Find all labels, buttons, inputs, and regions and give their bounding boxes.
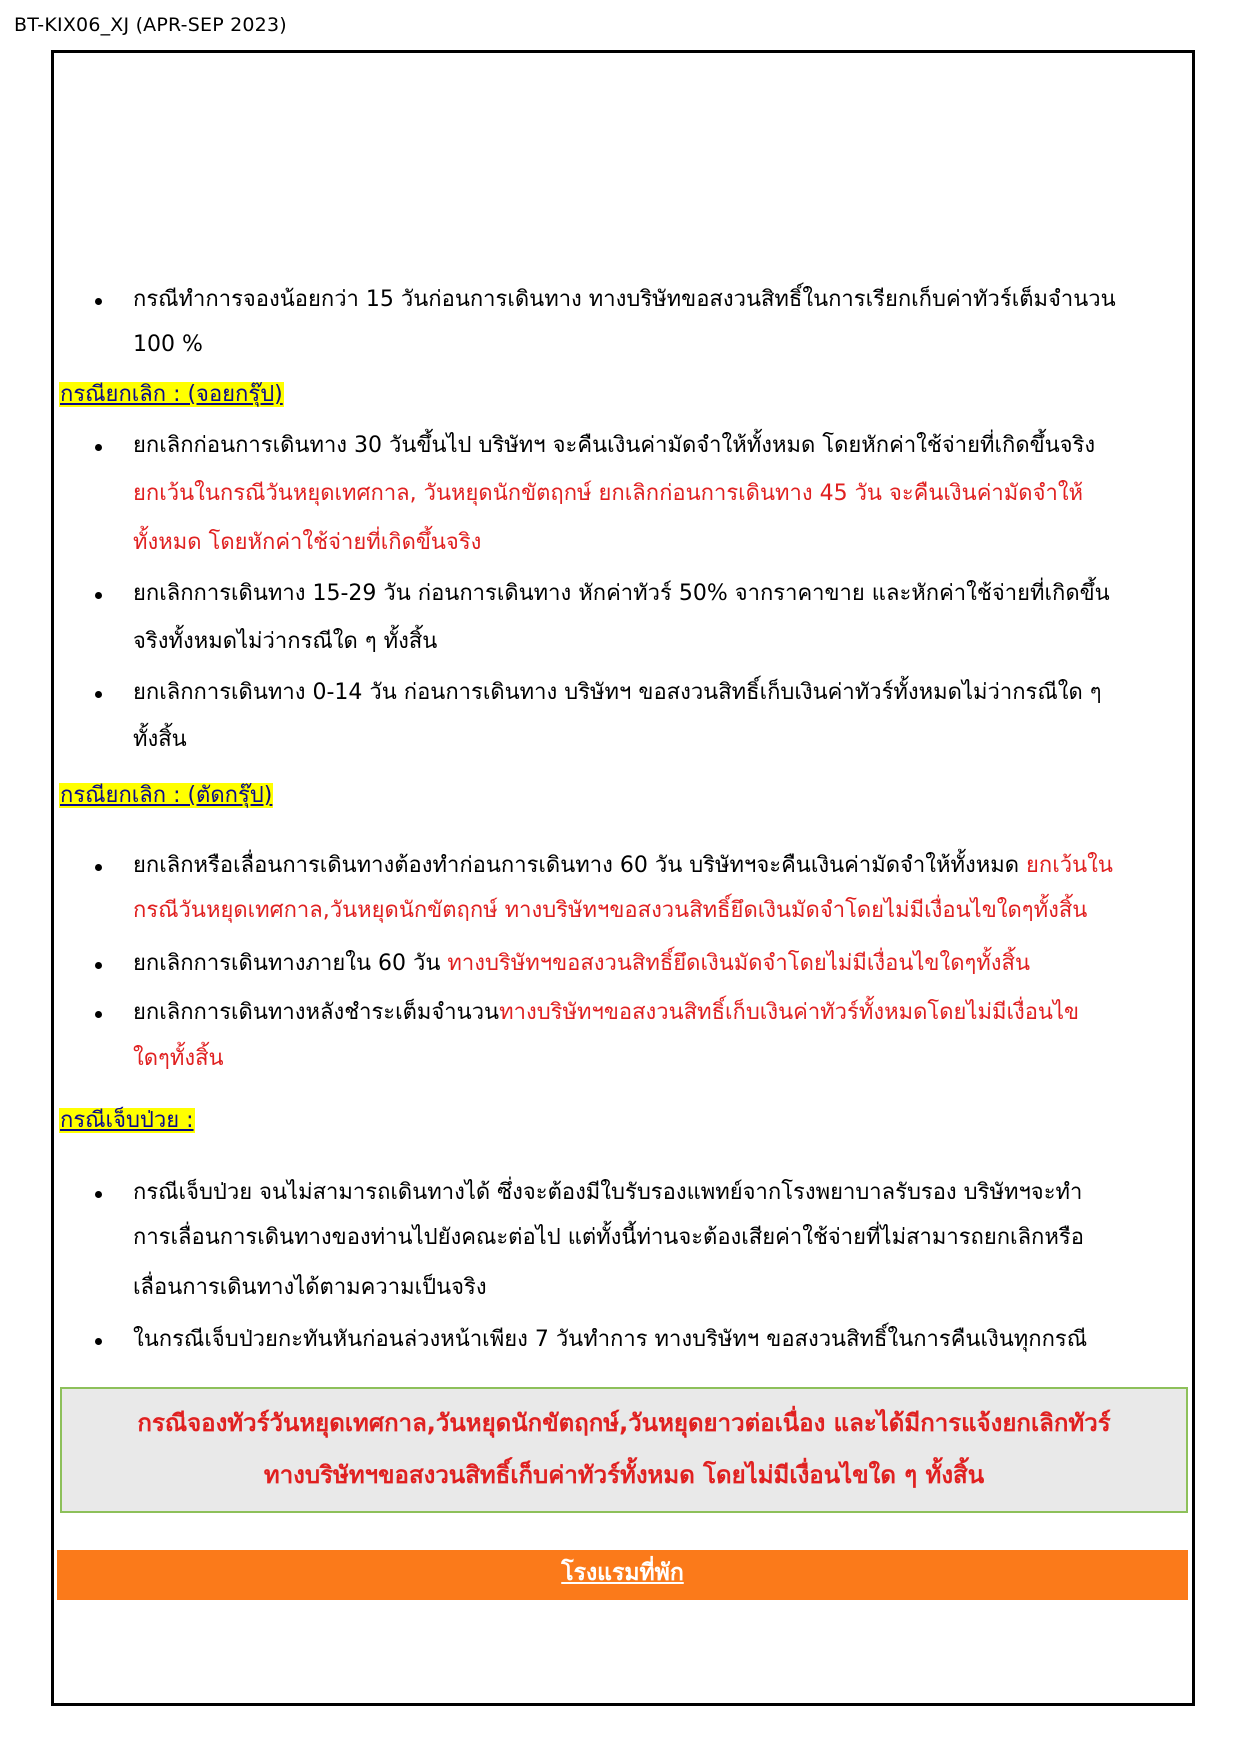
- join-group-item-1-line-3: ทั้งหมด โดยหักค่าใช้จ่ายที่เกิดขึ้นจริง: [133, 530, 482, 555]
- document-code: BT-KIX06_XJ (APR-SEP 2023): [14, 14, 287, 36]
- sickness-item-2: [0, 1316, 1241, 1366]
- join-group-item-3: [0, 669, 1241, 719]
- bullet-icon: [95, 691, 102, 698]
- join-group-item-3-line-2: ทั้งสิ้น: [133, 727, 187, 752]
- join-group-item-2: [0, 570, 1241, 620]
- join-group-item-2-line-2: จริงทั้งหมดไม่ว่ากรณีใด ๆ ทั้งสิ้น: [133, 629, 438, 654]
- bullet-icon: [95, 1338, 102, 1345]
- booking-rule-item: [0, 276, 1241, 326]
- private-group-item-1-line-1: [133, 848, 1113, 884]
- holiday-notice-line-2: ทางบริษัทฯขอสงวนสิทธิ์เก็บค่าทัวร์ทั้งหมด โดยไม่มีเงื่อนไขใด ๆ ทั้งสิ้น: [263, 1461, 985, 1489]
- bullet-icon: [95, 298, 102, 305]
- bullet-icon: [95, 962, 102, 969]
- private-group-item-2-red: ทางบริษัทฯขอสงวนสิทธิ์ยึดเงินมัดจำโดยไม่มีเงื่อนไขใดๆทั้งสิ้น: [447, 951, 1031, 976]
- join-group-heading: [59, 379, 284, 411]
- private-group-item-1: [0, 842, 1241, 892]
- join-group-heading-text: กรณียกเลิก : (จอยกรุ๊ป): [60, 382, 283, 407]
- sickness-heading-text: กรณีเจ็บป่วย :: [60, 1108, 194, 1133]
- booking-rule-line-1: กรณีทำการจองน้อยกว่า 15 วันก่อนการเดินทาง ทางบริษัทขอสงวนสิทธิ์ในการเรียกเก็บค่าทัวร์เต็มจำนวน: [133, 287, 1116, 312]
- hotel-section-title: โรงแรมที่พัก: [561, 1560, 684, 1586]
- bullet-icon: [95, 1191, 102, 1198]
- private-group-item-1-line-2: กรณีวันหยุดเทศกาล,วันหยุดนักขัตฤกษ์ ทางบริษัทฯขอสงวนสิทธิ์ยึดเงินมัดจำโดยไม่มีเงื่อนไขใดๆทั้งสิ้น: [133, 898, 1088, 923]
- private-group-item-3-line-1: [133, 995, 1079, 1031]
- private-group-item-2: [0, 940, 1241, 990]
- private-group-item-3: [0, 989, 1241, 1039]
- private-group-heading: [59, 780, 273, 812]
- sickness-item-1-line-1: กรณีเจ็บป่วย จนไม่สามารถเดินทางได้ ซึ่งจะต้องมีใบรับรองแพทย์จากโรงพยาบาลรับรอง บริษัทฯจะทำ: [133, 1180, 1083, 1205]
- hotel-section-bar: [57, 1550, 1188, 1600]
- join-group-item-3-line-1: ยกเลิกการเดินทาง 0-14 วัน ก่อนการเดินทาง บริษัทฯ ขอสงวนสิทธิ์เก็บเงินค่าทัวร์ทั้งหมดไม่ว่ากรณีใด ๆ: [133, 680, 1102, 705]
- private-group-item-3-red: ทางบริษัทฯขอสงวนสิทธิ์เก็บเงินค่าทัวร์ทั้งหมดโดยไม่มีเงื่อนไข: [499, 1000, 1080, 1025]
- holiday-notice-box: [60, 1387, 1188, 1513]
- bullet-icon: [95, 592, 102, 599]
- bullet-icon: [95, 864, 102, 871]
- private-group-item-1-black: ยกเลิกหรือเลื่อนการเดินทางต้องทำก่อนการเดินทาง 60 วัน บริษัทฯจะคืนเงินค่ามัดจำให้ทั้งหมด: [133, 853, 1026, 878]
- join-group-item-1: [0, 422, 1241, 472]
- sickness-item-1: [0, 1169, 1241, 1219]
- join-group-item-1-line-1: ยกเลิกก่อนการเดินทาง 30 วันขึ้นไป บริษัทฯ จะคืนเงินค่ามัดจำให้ทั้งหมด โดยหักค่าใช้จ่ายที่เกิดขึ้นจริง: [133, 433, 1096, 458]
- holiday-notice-line-1: กรณีจองทัวร์วันหยุดเทศกาล,วันหยุดนักขัตฤกษ์,วันหยุดยาวต่อเนื่อง และได้มีการแจ้งยกเลิกทัวร์: [137, 1409, 1111, 1437]
- sickness-item-2-line-1: ในกรณีเจ็บป่วยกะทันหันก่อนล่วงหน้าเพียง 7 วันทำการ ทางบริษัทฯ ขอสงวนสิทธิ์ในการคืนเงินทุกกรณี: [133, 1327, 1088, 1352]
- private-group-item-3-line-2: ใดๆทั้งสิ้น: [133, 1046, 224, 1071]
- bullet-icon: [95, 444, 102, 451]
- sickness-item-1-line-3: เลื่อนการเดินทางได้ตามความเป็นจริง: [133, 1275, 487, 1300]
- bullet-icon: [95, 1011, 102, 1018]
- private-group-item-2-black: ยกเลิกการเดินทางภายใน 60 วัน: [133, 951, 448, 976]
- private-group-heading-text: กรณียกเลิก : (ตัดกรุ๊ป): [60, 783, 273, 808]
- private-group-item-3-black: ยกเลิกการเดินทางหลังชำระเต็มจำนวน: [133, 1000, 500, 1025]
- sickness-heading: [59, 1105, 195, 1137]
- join-group-item-1-line-2: ยกเว้นในกรณีวันหยุดเทศกาล, วันหยุดนักขัตฤกษ์ ยกเลิกก่อนการเดินทาง 45 วัน จะคืนเงินค่ามัดจำให้: [133, 481, 1084, 506]
- join-group-item-2-line-1: ยกเลิกการเดินทาง 15-29 วัน ก่อนการเดินทาง หักค่าทัวร์ 50% จากราคาขาย และหักค่าใช้จ่ายที่เกิดขึ้น: [133, 581, 1110, 606]
- private-group-item-2-line-1: [133, 946, 1030, 982]
- booking-rule-line-2: 100 %: [133, 332, 203, 357]
- private-group-item-1-red: ยกเว้นใน: [1026, 853, 1113, 878]
- sickness-item-1-line-2: การเลื่อนการเดินทางของท่านไปยังคณะต่อไป แต่ทั้งนี้ท่านจะต้องเสียค่าใช้จ่ายที่ไม่สามารถยกเลิกหรือ: [133, 1225, 1084, 1250]
